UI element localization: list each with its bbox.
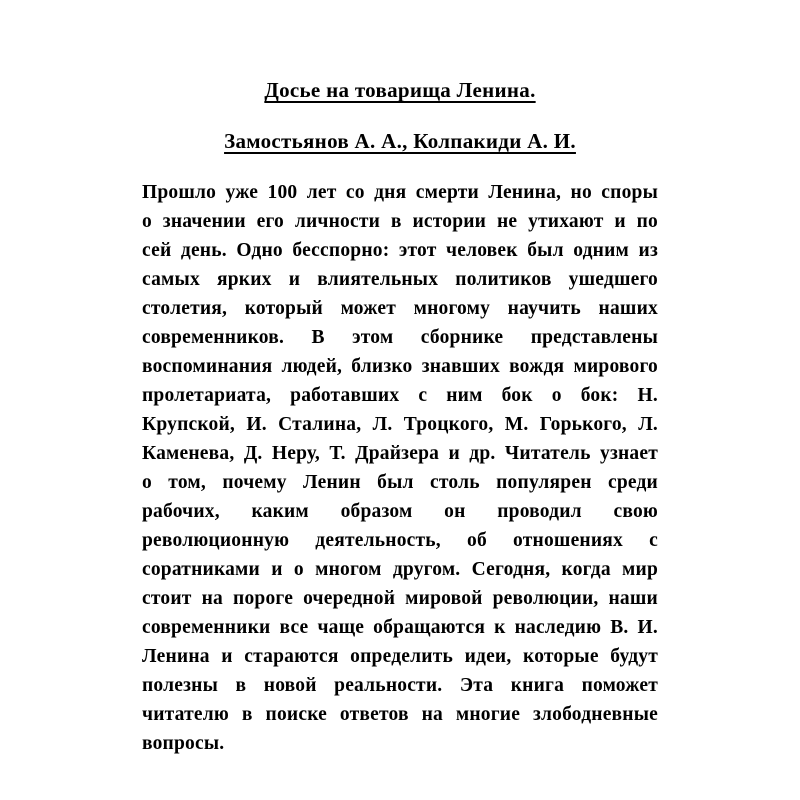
- document-body-text: Прошло уже 100 лет со дня смерти Ленина, но споры о значении его личности в истории не утихают и по сей день. Одно бесспорно: этот человек был одним из самых ярких и влиятельных политиков ушедшего столетия, который может многому научить наших современников. В этом сборнике представлены воспоминания людей, близко знавших вождя мирового пролетариата, работавших с ним бок о бок: Н. Крупской, И. Сталина, Л. Троцкого, М. Горького, Л. Каменева, Д. Неру, Т. Драйзера и др. Читатель узнает о том, почему Ленин был столь популярен среди рабочих, каким образом он проводил свою революционную деятельность, об отношениях с соратниками и о многом другом. Сегодня, когда мир стоит на пороге очередной мировой революции, наши современники все чаще обращаются к наследию В. И. Ленина и стараются определить идеи, которые будут полезны в новой реальности. Эта книга поможет читателю в поиске ответов на многие злободневные вопросы.: [142, 182, 658, 754]
- document-title: Досье на товарища Ленина.: [264, 78, 536, 102]
- document-authors: Замостьянов А. А., Колпакиди А. И.: [224, 129, 576, 153]
